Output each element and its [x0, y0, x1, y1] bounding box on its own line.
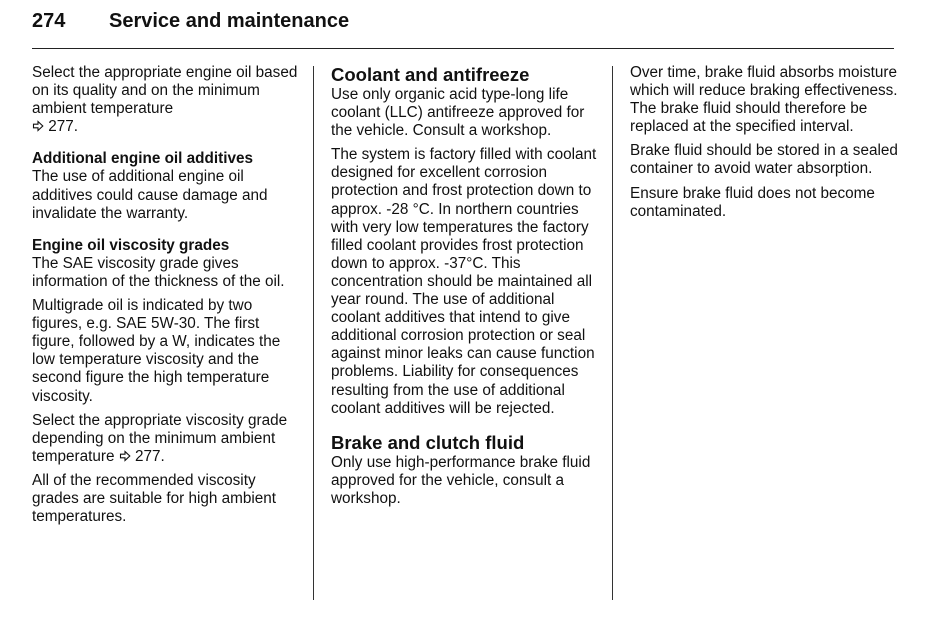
viscosity-paragraph-4: All of the recommended viscosity grades are suitable for high ambient temperatures.	[32, 471, 277, 526]
header-rule	[32, 48, 894, 49]
page-reference-arrow-icon	[119, 450, 131, 462]
page-reference-arrow-icon	[32, 120, 44, 132]
page-reference[interactable]: 277.	[134, 447, 165, 465]
brake-paragraph: Only use high-performance brake fluid approved for the vehicle, consult a workshop.	[331, 453, 591, 507]
brake-fluid-paragraph-2: Brake fluid should be stored in a sealed container to avoid water absorption.	[630, 142, 898, 178]
column-divider-1	[313, 66, 314, 600]
viscosity-paragraph-1: The SAE viscosity grade gives information of the thickness of the oil.	[32, 254, 285, 290]
brake-fluid-paragraph-3: Ensure brake fluid does not become contaminated.	[630, 184, 875, 220]
column-3	[630, 64, 905, 227]
viscosity-paragraph-3: Select the appropriate viscosity grade depending on the minimum ambient temperature 277.	[32, 411, 288, 465]
additives-paragraph: The use of additional engine oil additives could cause damage and invalidate the warranty.	[32, 168, 268, 222]
page-header	[32, 8, 894, 48]
page-reference[interactable]: 277.	[48, 118, 79, 136]
brake-heading: Brake and clutch fluid	[331, 431, 525, 453]
column-divider-2	[612, 66, 613, 600]
viscosity-heading: Engine oil viscosity grades	[32, 236, 230, 254]
additives-heading: Additional engine oil additives	[32, 150, 253, 168]
column-2	[331, 64, 603, 514]
brake-fluid-paragraph-1: Over time, brake fluid absorbs moisture which will reduce braking effectiveness. The brake fluid should therefore be replaced at the specified interval.	[630, 64, 898, 136]
viscosity-paragraph-2: Multigrade oil is indicated by two figures, e.g. SAE 5W-30. The first figure, followed by a W, indicates the low temperature viscosity and the second figure the high temperature viscosity.	[32, 297, 281, 405]
coolant-paragraph-1: Use only organic acid type-long life coolant (LLC) antifreeze approved for the vehicle. Consult a workshop.	[331, 86, 585, 140]
page-number: 274	[32, 10, 66, 32]
column-1	[32, 64, 302, 532]
coolant-heading: Coolant and antifreeze	[331, 64, 530, 85]
section-title: Service and maintenance	[109, 10, 350, 32]
coolant-paragraph-2: The system is factory filled with coolant designed for excellent corrosion protection and frost protection down to approx. -28 °C. In northern countries with very low temperatures the factory filled coolant provides frost protection down to approx. -37°C. This concentration should be maintained all year round. The use of additional coolant additives that intend to give additional corrosion protection or seal against minor leaks can cause function problems. Liability for consequences resulting from the use of additional coolant additives will be rejected.	[331, 146, 597, 417]
oil-quality-paragraph: Select the appropriate engine oil based on its quality and on the minimum ambient temperature 277.	[32, 64, 298, 136]
